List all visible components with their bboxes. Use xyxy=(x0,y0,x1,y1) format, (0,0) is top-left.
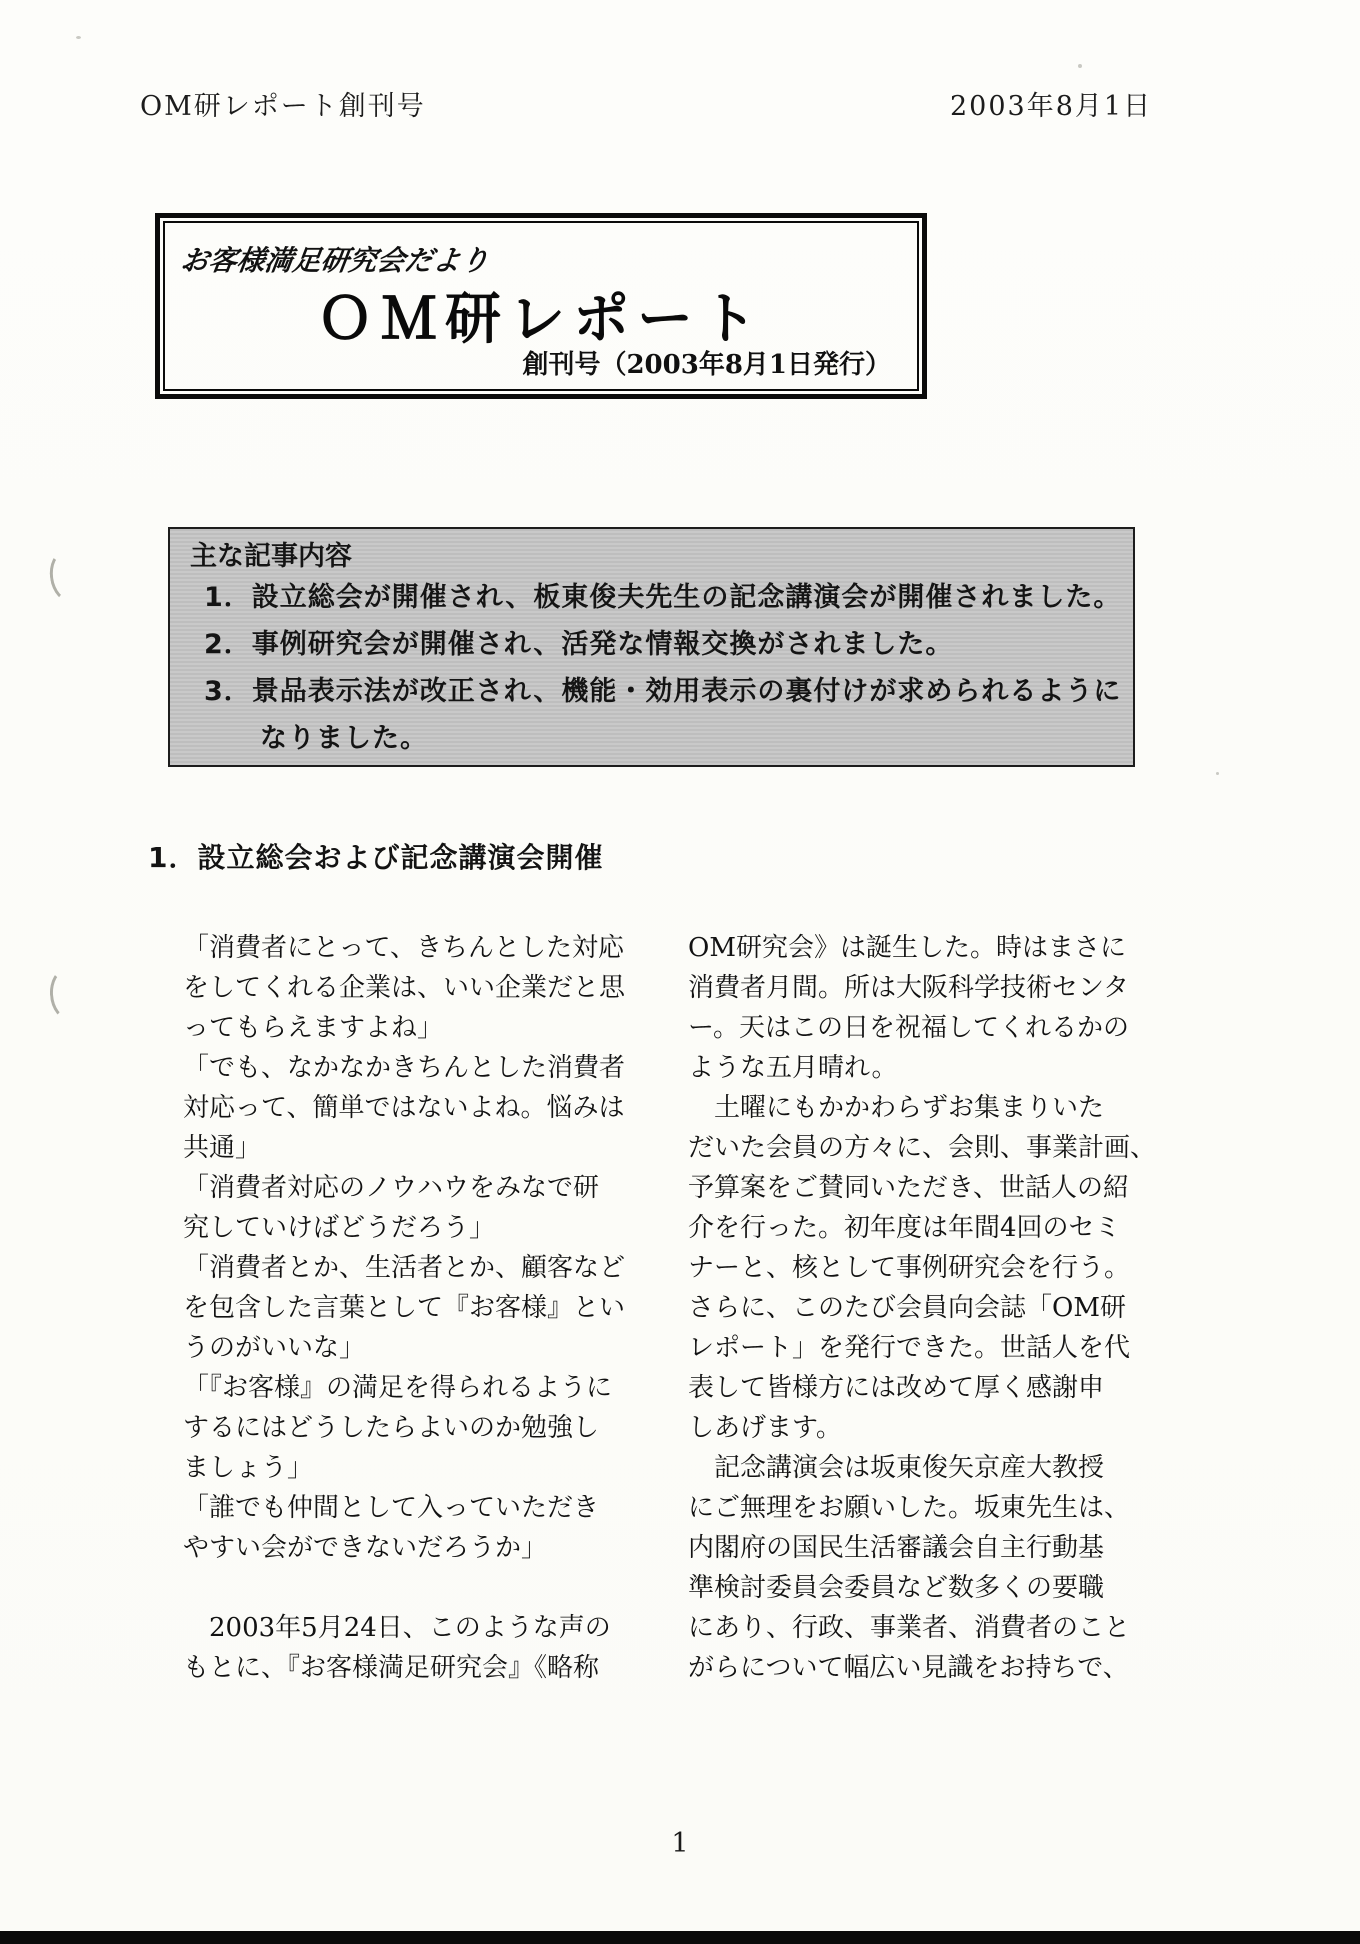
text-line: ー。天はこの日を祝福してくれるかの xyxy=(688,1013,1129,1043)
running-header-title: OM研レポート創刊号 xyxy=(140,91,426,122)
text-line: 「でも、なかなかきちんとした消費者 xyxy=(183,1053,626,1083)
text-line: OM研究会》は誕生した。時はまさに xyxy=(688,933,1126,963)
text-line: 2003年5月24日、このような声の xyxy=(183,1613,611,1643)
scan-speck xyxy=(76,36,81,39)
text-line: さらに、このたび会員向会誌「OM研 xyxy=(688,1293,1126,1323)
section-heading: 1．設立総会および記念講演会開催 xyxy=(148,841,604,874)
text-line: をしてくれる企業は、いい企業だと思 xyxy=(183,973,626,1003)
text-line: 予算案をご賛同いただき、世話人の紹 xyxy=(688,1173,1129,1203)
text-line: ってもらえますよね」 xyxy=(183,1013,444,1043)
text-line: するにはどうしたらよいのか勉強し xyxy=(183,1413,600,1443)
text-line: 表して皆様方には改めて厚く感謝申 xyxy=(688,1373,1105,1403)
text-line: 対応って、簡単ではないよね。悩みは xyxy=(183,1093,625,1123)
newsletter-title: ＯＭ研レポート xyxy=(317,287,765,352)
text-line: 土曜にもかかわらずお集まりいた xyxy=(688,1093,1105,1123)
text-line: しあげます。 xyxy=(688,1413,842,1443)
text-line: 「誰でも仲間として入っていただき xyxy=(183,1493,600,1523)
highlights-line: なりました。 xyxy=(204,723,428,754)
highlights-list xyxy=(170,574,1133,762)
text-line: だいた会員の方々に、会則、事業計画、 xyxy=(688,1133,1157,1163)
scan-artifact-curve xyxy=(47,548,90,605)
page-number: 1 xyxy=(671,1828,689,1859)
text-line: ましょう」 xyxy=(183,1453,314,1483)
text-line: 「消費者にとって、きちんとした対応 xyxy=(183,933,624,963)
text-line: を包含した言葉として『お客様』とい xyxy=(183,1293,626,1323)
text-line: 究していけばどうだろう」 xyxy=(183,1213,496,1243)
text-line: 「消費者対応のノウハウをみなで研 xyxy=(183,1173,600,1203)
scan-speck xyxy=(1078,64,1082,68)
text-line: 「消費者とか、生活者とか、顧客など xyxy=(183,1253,626,1283)
text-line: にあり、行政、事業者、消費者のこと xyxy=(688,1613,1131,1643)
text-line: がらについて幅広い見識をお持ちで、 xyxy=(688,1653,1129,1683)
scan-speck xyxy=(1216,772,1219,775)
text-line: 消費者月間。所は大阪科学技術センタ xyxy=(688,973,1129,1003)
article-left-column xyxy=(183,928,645,1688)
highlights-box xyxy=(168,527,1135,767)
text-line: 記念講演会は坂東俊矢京産大教授 xyxy=(688,1453,1105,1483)
text-line: やすい会ができないだろうか」 xyxy=(183,1533,548,1563)
text-line: にご無理をお願いした。坂東先生は、 xyxy=(688,1493,1131,1523)
article-right-column xyxy=(688,928,1157,1688)
highlights-line: 1．設立総会が開催され、板東俊夫先生の記念講演会が開催されました。 xyxy=(204,582,1122,613)
text-line: ような五月晴れ。 xyxy=(688,1053,898,1083)
running-header-date: 2003年8月1日 xyxy=(950,91,1153,122)
text-line xyxy=(183,1568,645,1608)
text-line: うのがいいな」 xyxy=(183,1333,366,1363)
masthead-inner-rule xyxy=(163,221,919,391)
text-line: レポート」を発行できた。世話人を代 xyxy=(688,1333,1131,1363)
masthead-box xyxy=(155,213,927,399)
text-line: もとに、『お客様満足研究会』《略称 xyxy=(183,1653,600,1683)
scan-artifact-curve xyxy=(48,967,88,1021)
text-line: 内閣府の国民生活審議会自主行動基 xyxy=(688,1533,1105,1563)
text-line: 介を行った。初年度は年間4回のセミ xyxy=(688,1213,1121,1243)
highlights-heading: 主な記事内容 xyxy=(190,541,352,572)
masthead-tagline: お客様満足研究会だより xyxy=(178,244,492,277)
highlights-line: 2．事例研究会が開催され、活発な情報交換がされました。 xyxy=(204,629,954,660)
text-line: 「『お客様』の満足を得られるように xyxy=(183,1373,613,1403)
text-line: 準検討委員会委員など数多くの要職 xyxy=(688,1573,1105,1603)
highlights-line: 3．景品表示法が改正され、機能・効用表示の裏付けが求められるように xyxy=(204,676,1122,707)
issue-line: 創刊号（2003年8月1日発行） xyxy=(522,350,891,380)
text-line: ナーと、核として事例研究会を行う。 xyxy=(688,1253,1131,1283)
text-line: 共通」 xyxy=(183,1133,262,1163)
scan-edge-bar xyxy=(0,1931,1360,1944)
